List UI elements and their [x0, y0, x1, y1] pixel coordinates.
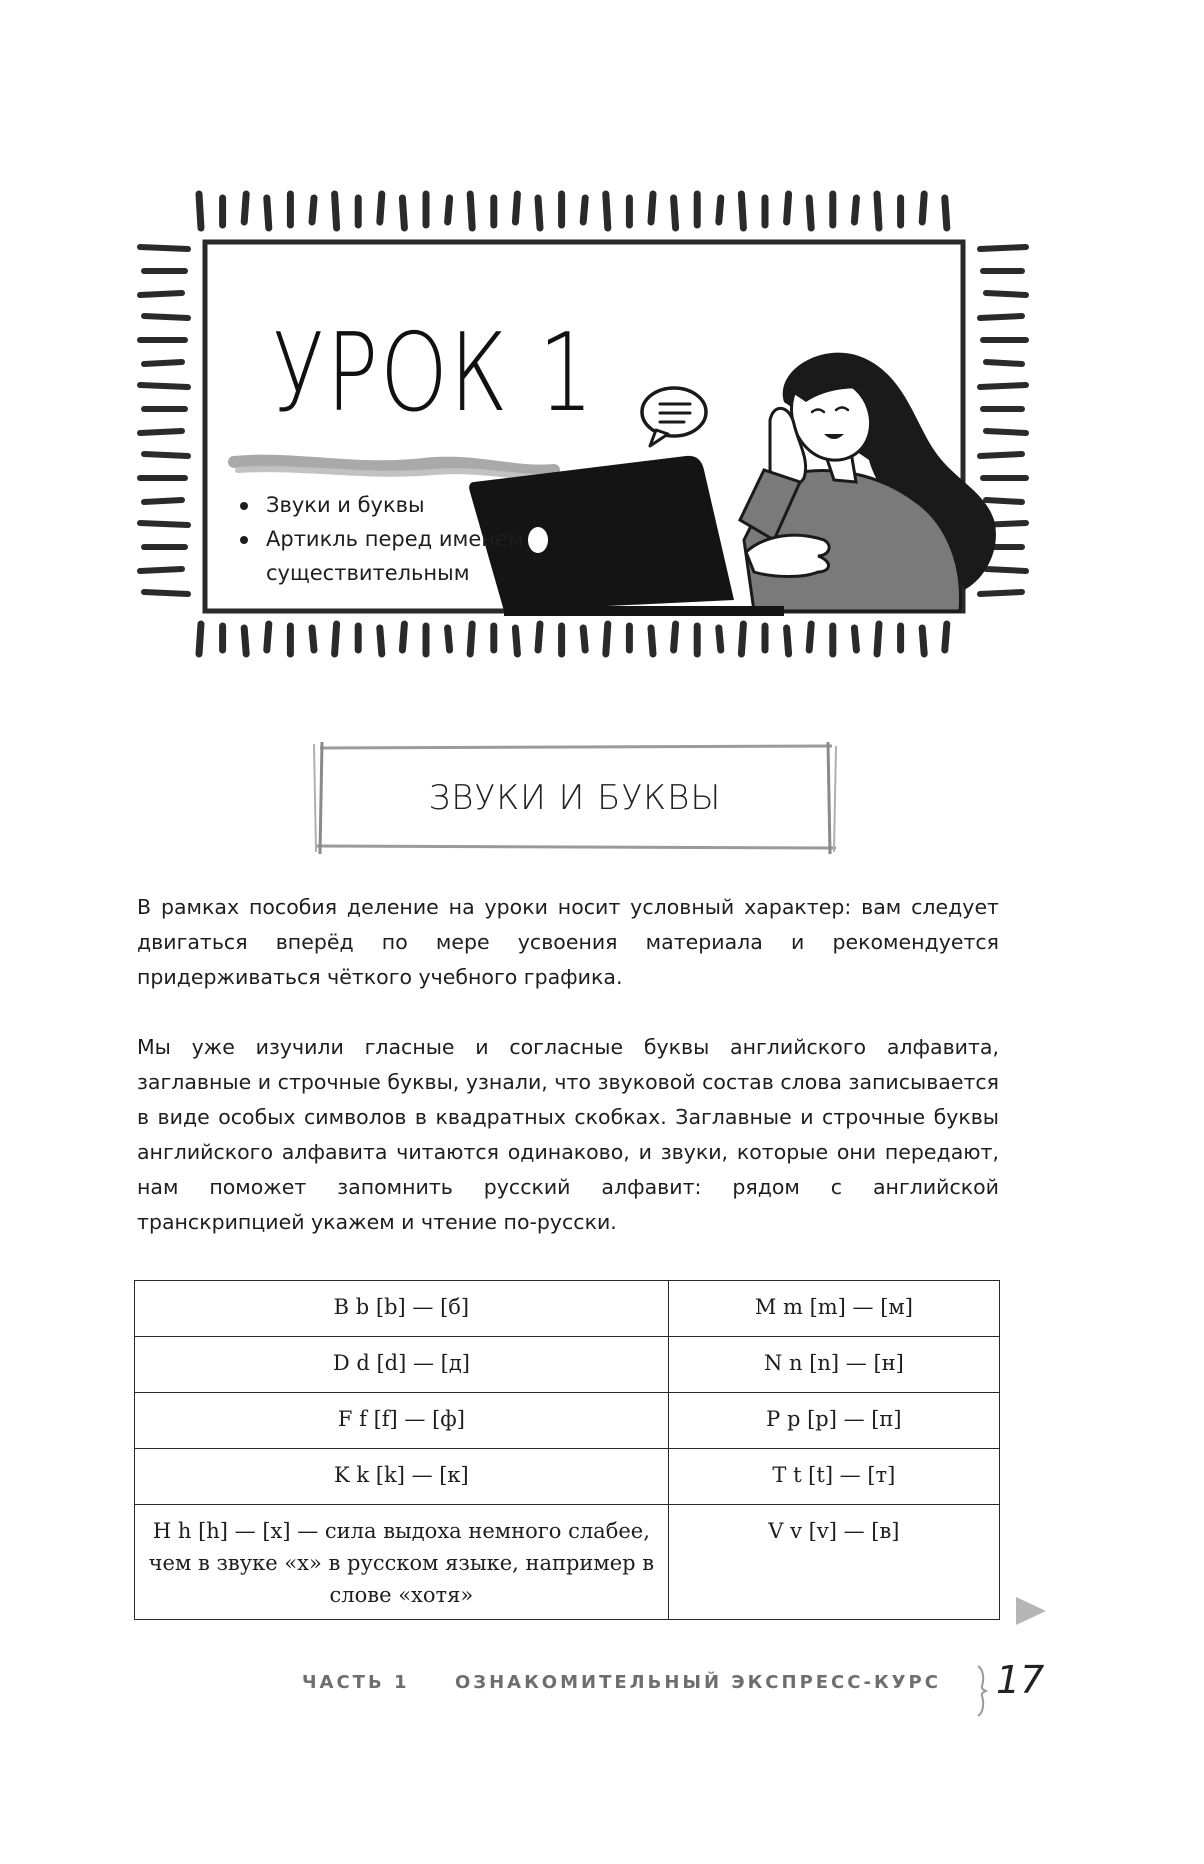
- table-cell: T t [t] — [т]: [668, 1449, 999, 1505]
- section-heading: [310, 742, 840, 854]
- table-cell: B b [b] — [б]: [135, 1281, 669, 1337]
- body-paragraph: Мы уже изучили гласные и согласные буквы английского алфавита, заглавные и строчные буквы, узнали, что звуковой состав слова записывается в виде особых символов в квадратных скобках. Заглавные и строчные буквы английского алфавита читаются одинаково, и звуки, которые они передают, нам поможет запомнить русский алфавит: рядом с английской транскрипцией укажем и чтение по-русски.: [137, 1035, 999, 1234]
- table-cell: V v [v] — [в]: [668, 1505, 999, 1620]
- topic-list: [234, 488, 596, 590]
- page-number: 17: [996, 1658, 1045, 1702]
- table-row: [135, 1393, 1000, 1449]
- page-footer: [0, 1660, 1204, 1720]
- lesson-banner: [134, 180, 1034, 660]
- table-cell: P p [p] — [п]: [668, 1393, 999, 1449]
- table-row: [135, 1337, 1000, 1393]
- table-row: [135, 1281, 1000, 1337]
- next-page-arrow-icon[interactable]: [1016, 1597, 1046, 1625]
- speech-bubble-icon: [642, 388, 706, 446]
- table-cell: K k [k] — [к]: [135, 1449, 669, 1505]
- alphabet-table: [134, 1280, 1000, 1620]
- topic-item: Звуки и буквы: [234, 488, 596, 522]
- section-title: ЗВУКИ И БУКВЫ: [428, 778, 722, 818]
- brace-divider-icon: [972, 1660, 992, 1720]
- table-cell: N n [n] — [н]: [668, 1337, 999, 1393]
- table-cell: D d [d] — [д]: [135, 1337, 669, 1393]
- table-cell: H h [h] — [х] — сила выдоха немного слабее, чем в звуке «х» в русском языке, например в слове «хотя»: [135, 1505, 669, 1620]
- topic-item: Артикль перед именем существительным: [234, 522, 596, 590]
- footer-part-label: ЧАСТЬ 1: [302, 1672, 410, 1693]
- lesson-title: УРОК 1: [272, 311, 596, 436]
- footer-course-title: ОЗНАКОМИТЕЛЬНЫЙ ЭКСПРЕСС-КУРС: [455, 1672, 941, 1693]
- table-cell: F f [f] — [ф]: [135, 1393, 669, 1449]
- woman-figure: [740, 353, 996, 611]
- table-row: [135, 1505, 1000, 1620]
- table-row: [135, 1449, 1000, 1505]
- table-cell: M m [m] — [м]: [668, 1281, 999, 1337]
- body-paragraph: В рамках пособия деление на уроки носит условный характер: вам следует двигаться вперёд по мере усвоения материала и рекомендуется придерживаться чёткого учебного графика.: [137, 895, 999, 989]
